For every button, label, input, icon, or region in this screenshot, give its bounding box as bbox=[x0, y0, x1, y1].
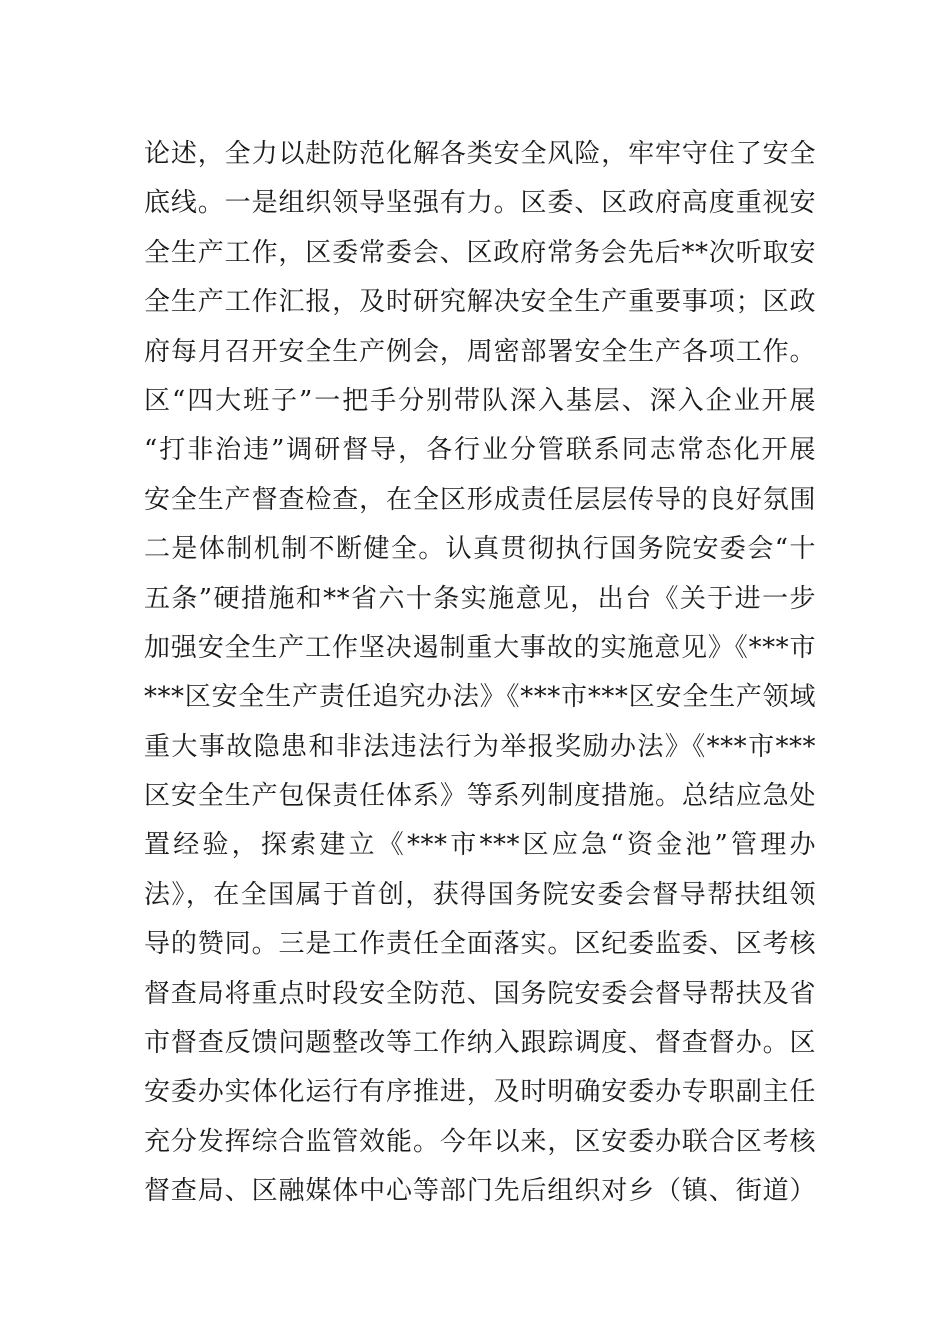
text-line: 底线。一是组织领导坚强有力。区委、区政府高度重视安 bbox=[144, 188, 816, 219]
text-line: 督查局、区融媒体中心等部门先后组织对乡（镇、街道） bbox=[144, 1176, 816, 1207]
text-line: 督查局将重点时段安全防范、国务院安委会督导帮扶及省 bbox=[144, 978, 816, 1009]
text-line: 府每月召开安全生产例会，周密部署安全生产各项工作。 bbox=[144, 336, 816, 367]
text-line: 区“四大班子”一把手分别带队深入基层、深入企业开展 bbox=[144, 385, 816, 416]
text-line: 安全生产督查检查，在全区形成责任层层传导的良好氛围 bbox=[144, 484, 816, 515]
text-line: 法》，在全国属于首创，获得国务院安委会督导帮扶组领 bbox=[144, 879, 816, 910]
text-line: 区安全生产包保责任体系》等系列制度措施。总结应急处 bbox=[144, 781, 816, 812]
text-line: 置经验，探索建立《***市***区应急“资金池”管理办 bbox=[144, 830, 816, 861]
text-line: 全生产工作汇报，及时研究解决安全生产重要事项；区政 bbox=[144, 287, 816, 318]
text-line: 全生产工作，区委常委会、区政府常务会先后**次听取安 bbox=[144, 237, 816, 268]
text-line: “打非治违”调研督导，各行业分管联系同志常态化开展 bbox=[144, 435, 816, 466]
body-paragraph bbox=[144, 130, 816, 1217]
text-line: 导的赞同。三是工作责任全面落实。区纪委监委、区考核 bbox=[144, 929, 816, 960]
text-line: 论述，全力以赴防范化解各类安全风险，牢牢守住了安全 bbox=[144, 139, 816, 169]
text-line: 重大事故隐患和非法违法行为举报奖励办法》《***市*** bbox=[144, 731, 816, 762]
text-line: ***区安全生产责任追究办法》《***市***区安全生产领域 bbox=[144, 682, 816, 713]
text-line: 五条”硬措施和**省六十条实施意见，出台《关于进一步 bbox=[144, 583, 816, 614]
text-line: 安委办实体化运行有序推进，及时明确安委办专职副主任 bbox=[144, 1077, 816, 1108]
text-line: 加强安全生产工作坚决遏制重大事故的实施意见》《***市 bbox=[144, 632, 816, 663]
text-line: 二是体制机制不断健全。认真贯彻执行国务院安委会“十 bbox=[144, 534, 816, 565]
text-line: 充分发挥综合监管效能。今年以来，区安委办联合区考核 bbox=[144, 1126, 816, 1157]
text-line: 市督查反馈问题整改等工作纳入跟踪调度、督查督办。区 bbox=[144, 1028, 816, 1059]
